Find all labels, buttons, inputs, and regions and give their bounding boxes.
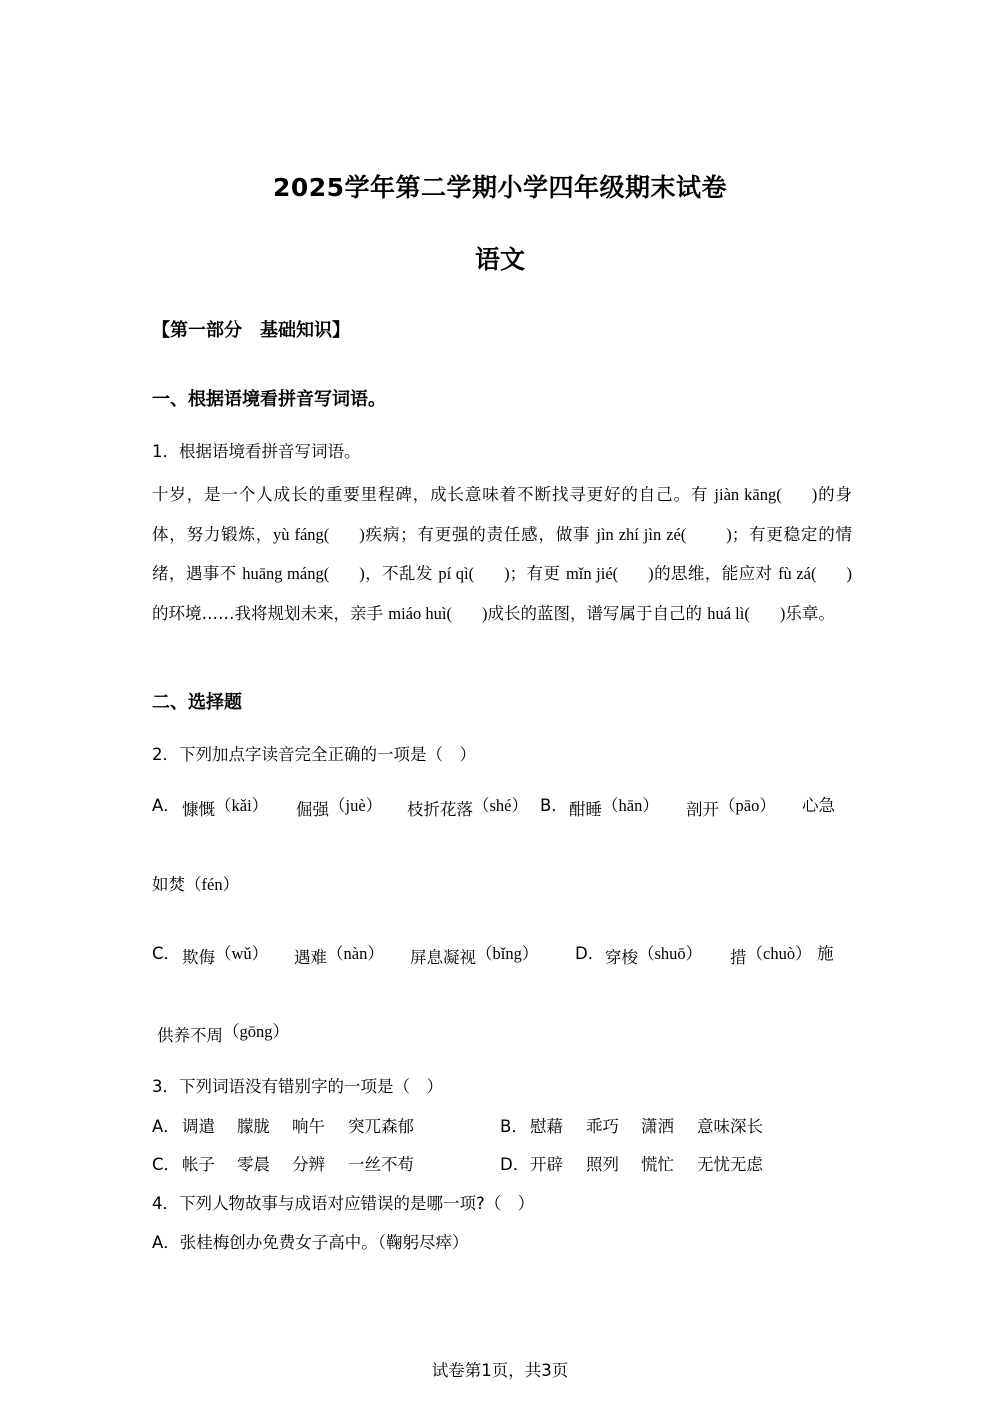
option-c-word-3: 屏息凝视（bǐng）	[410, 944, 539, 967]
q3-option-b-word-1: 慰藉	[530, 1117, 563, 1136]
q3-option-d-word-1: 开辟	[530, 1155, 563, 1174]
q3-option-a-word-1: 调遣	[182, 1117, 215, 1136]
question-4-option-a: A．张桂梅创办免费女子高中。（鞠躬尽瘁）	[152, 1233, 469, 1252]
paragraph-text: ，不乱发	[364, 564, 439, 583]
part-title: 【第一部分 基础知识】	[152, 320, 350, 341]
q3-option-d-word-2: 照列	[586, 1155, 619, 1174]
paragraph-text: 十岁，是一个人成长的重要里程碑，成长意味着不断找寻更好的自己。有	[152, 485, 715, 504]
option-a-word-3: 枝折花落（shé）	[407, 796, 528, 819]
pinyin-text: )	[726, 524, 732, 544]
q3-option-c-word-3: 分辨	[292, 1155, 325, 1174]
pinyin-text: )	[779, 603, 786, 623]
paragraph-text: 的环境……我将规划未来，亲手	[152, 603, 389, 623]
option-b-label: B．	[540, 796, 568, 815]
pinyin-text: )	[481, 603, 488, 623]
option-b-word-3: 心急	[802, 796, 835, 815]
q3-option-d-label: D．	[500, 1155, 530, 1174]
subject-title: 语文	[474, 245, 525, 274]
paragraph-text: ；有更	[509, 564, 566, 583]
pinyin-text: )	[846, 564, 852, 583]
pinyin-text: )	[811, 485, 818, 504]
paragraph-text: 疾病；有更强的责任感，做事	[364, 524, 597, 544]
section-2-title: 二、选择题	[152, 692, 242, 713]
pinyin-text: )	[504, 564, 510, 583]
pinyin-text: )	[648, 564, 654, 583]
option-d-word-2: 措（chuò）	[730, 944, 812, 967]
option-a-word-2: 倔强（juè）	[296, 796, 383, 819]
pinyin-text: huāng máng(	[242, 564, 330, 583]
paragraph-text: ；有更稳定的情绪，遇事不	[152, 524, 853, 583]
option-a-label: A．	[152, 796, 180, 815]
pinyin-text: miáo huì(	[388, 603, 452, 623]
pinyin-text: fù zá(	[778, 564, 817, 583]
q3-option-d-word-3: 慌忙	[641, 1155, 674, 1174]
option-b-word-2: 剖开（pāo）	[686, 796, 776, 819]
option-d-word-3: 施	[817, 944, 834, 963]
paragraph-text: 成长的蓝图，谱写属于自己的	[487, 603, 708, 623]
q3-option-c-word-1: 帐子	[182, 1155, 215, 1174]
pinyin-text: pí qì(	[438, 564, 475, 583]
option-a-word-1: 慷慨（kǎi）	[182, 796, 269, 819]
paragraph-text: 乐章。	[785, 603, 835, 623]
q3-option-b-label: B．	[500, 1117, 528, 1136]
pinyin-text: huá lì(	[707, 603, 750, 623]
q3-option-b-word-2: 乖巧	[586, 1117, 619, 1136]
option-b-word-1: 酣睡（hān）	[569, 796, 659, 819]
pinyin-text: mǐn jié(	[565, 564, 619, 583]
question-2-stem: 2．下列加点字读音完全正确的一项是（ ）	[152, 745, 476, 764]
pinyin-text: jiàn kāng(	[714, 485, 782, 504]
q3-option-a-word-3: 响午	[292, 1117, 325, 1136]
pinyin-text: jìn zhí jìn zé(	[596, 524, 687, 544]
option-d-word-3-cont: 供养不周（gōng）	[157, 1022, 289, 1045]
q3-option-a-label: A．	[152, 1117, 180, 1136]
section-1-title: 一、根据语境看拼音写词语。	[152, 389, 386, 410]
option-c-word-2: 遇难（nàn）	[294, 944, 384, 967]
paragraph-text: 的身体，努力锻炼，	[152, 485, 853, 544]
question-3-stem: 3．下列词语没有错别字的一项是（ ）	[152, 1077, 443, 1096]
question-1-stem: 1．根据语境看拼音写词语。	[152, 442, 361, 461]
q3-option-a-word-4: 突兀森郁	[348, 1117, 414, 1136]
q3-option-b-word-3: 潇洒	[641, 1117, 674, 1136]
option-b-word-3-cont: 如焚（fén）	[152, 875, 240, 894]
pinyin-text: )	[359, 524, 365, 544]
q3-option-c-word-2: 零晨	[237, 1155, 270, 1174]
exam-title: 2025学年第二学期小学四年级期末试卷	[272, 173, 728, 202]
option-d-word-1: 穿梭（shuō）	[605, 944, 703, 967]
option-c-label: C．	[152, 944, 181, 963]
q3-option-c-label: C．	[152, 1155, 181, 1174]
page-footer: 试卷第1页，共3页	[431, 1361, 569, 1380]
option-d-label: D．	[575, 944, 605, 963]
q3-option-d-word-4: 无忧无虑	[697, 1155, 763, 1174]
paragraph-text: 的思维，能应对	[653, 564, 779, 583]
question-4-stem: 4．下列人物故事与成语对应错误的是哪一项?（ ）	[152, 1194, 535, 1213]
q3-option-c-word-4: 一丝不苟	[348, 1155, 414, 1174]
option-c-word-1: 欺侮（wǔ）	[182, 944, 269, 967]
pinyin-text: yù fáng(	[273, 524, 330, 544]
q3-option-b-word-4: 意味深长	[697, 1117, 763, 1136]
q3-option-a-word-2: 朦胧	[237, 1117, 270, 1136]
pinyin-text: )	[359, 564, 365, 583]
question-1-paragraph	[152, 475, 852, 633]
